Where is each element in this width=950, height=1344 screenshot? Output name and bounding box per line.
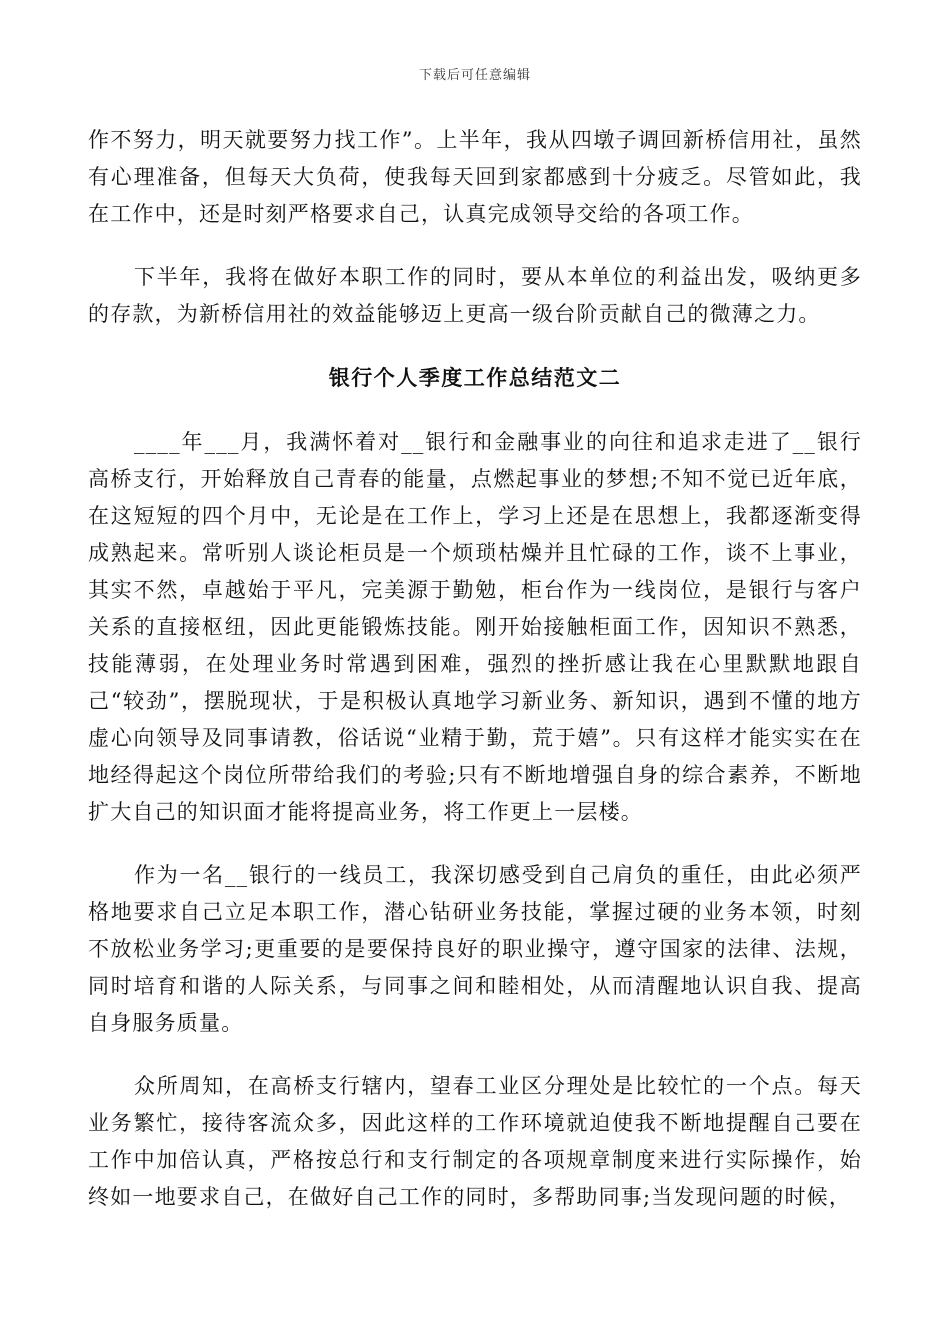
paragraph-second-half-plan: 下半年，我将在做好本职工作的同时，要从本单位的利益出发，吸纳更多的存款，为新桥信用社的效益能够迈上更高一级台阶贡献自己的微薄之力。 [88,265,862,326]
paragraph-responsibility: 作为一名__银行的一线员工，我深切感受到自己肩负的重任，由此必须严格地要求自己立足本职工作，潜心钻研业务技能，掌握过硬的业务本领，时刻不放松业务学习;更重要的是要保持良好的职业操守，遵守国家的法律、法规，同时培育和谐的人际关系，与同事之间和睦相处，从而清醒地认识自我、提高自身服务质量。 [88,863,862,1035]
paragraph-work-environment: 众所周知，在高桥支行辖内，望春工业区分理处是比较忙的一个点。每天业务繁忙，接待客流众多，因此这样的工作环境就迫使我不断地提醒自己要在工作中加倍认真，严格按总行和支行制定的各项规章制度来进行实际操作，始终如一地要求自己，在做好自己工作的同时，多帮助同事;当发现问题的时候， [88,1074,862,1209]
document-body [88,122,862,1242]
paragraph-joining-bank: ____年___月，我满怀着对__银行和金融事业的向往和追求走进了__银行高桥支行，开始释放自己青春的能量，点燃起事业的梦想;不知不觉已近年底，在这短短的四个月中，无论是在工作上，学习上还是在思想上，我都逐渐变得成熟起来。常听别人谈论柜员是一个烦琐枯燥并且忙碌的工作，谈不上事业，其实不然，卓越始于平凡，完美源于勤勉，柜台作为一线岗位，是银行与客户关系的直接枢纽，因此更能锻炼技能。刚开始接触柜面工作，因知识不熟悉，技能薄弱，在处理业务时常遇到困难，强烈的挫折感让我在心里默默地跟自己“较劲”，摆脱现状，于是积极认真地学习新业务、新知识，遇到不懂的地方虚心向领导及同事请教，俗话说“业精于勤，荒于嬉”。只有这样才能实实在在地经得起这个岗位所带给我们的考验;只有不断地增强自身的综合素养，不断地扩大自己的知识面才能将提高业务，将工作更上一层楼。 [88,430,862,824]
section-title: 银行个人季度工作总结范文二 [328,365,622,390]
paragraph-continuation: 作不努力，明天就要努力找工作”。上半年，我从四墩子调回新桥信用社，虽然有心理准备，但每天大负荷，使我每天回到家都感到十分疲乏。尽管如此，我在工作中，还是时刻严格要求自己，认真完成领导交给的各项工作。 [88,128,862,226]
page-header-note: 下载后可任意编辑 [418,68,531,83]
